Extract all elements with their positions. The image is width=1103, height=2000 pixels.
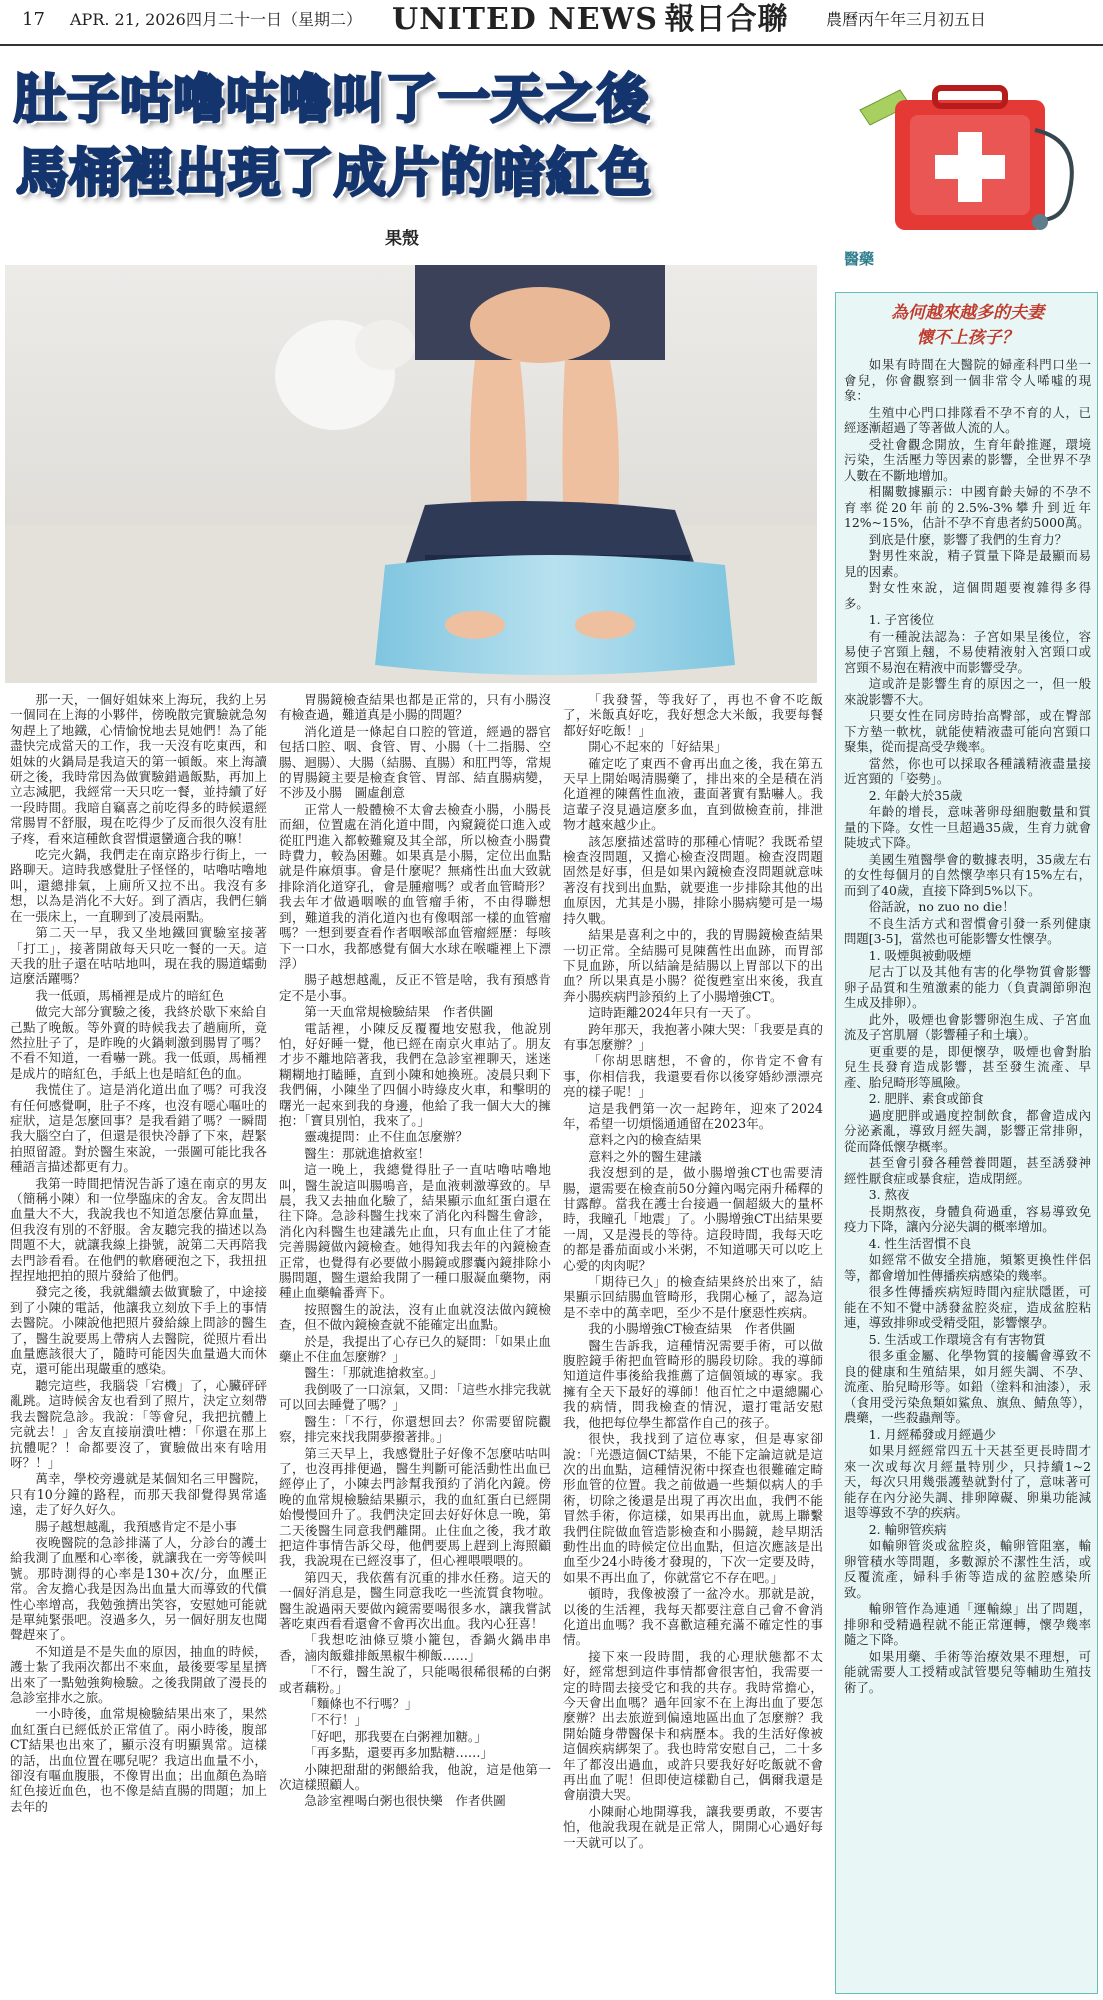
section-label-medicine: 醫藥 xyxy=(844,250,875,268)
sidebar-title-line1: 為何越來越多的夫妻 xyxy=(891,303,1044,323)
paragraph: 2. 輸卵管疾病 xyxy=(868,1521,947,1537)
paragraph: 接下來一段時間，我的心理狀態都不太好，經常想到這件事情都會很害怕，我需要一定的時間去接受它和我的共存。我時常擔心，今天會出血嗎？過年回家不在上海出血了要怎麼辦？出去旅遊到偏遠地區出血了怎麼辦？我開始隨身帶醫保卡和病歷本。我的生活好像被這個疾病綁架了。我也時常安慰自己，二十多年了都沒出過血，或許只要我好好吃飯就不會再出血了呢！但即使這樣勸自己，偶爾我還是會崩潰大哭。 xyxy=(563,1648,823,1803)
article-column-1 xyxy=(10,692,267,1992)
paragraph: 此外，吸煙也會影響卵泡生成、子宮血流及子宮肌層（影響種子和土壤）。 xyxy=(844,1011,1091,1042)
paragraph: 尼古丁以及其他有害的化學物質會影響卵子品質和生殖激素的能力（負責調節卵泡生成及排卵）。 xyxy=(844,964,1091,1010)
paragraph: 一小時後，血常規檢驗結果出來了，果然血紅蛋白已經低於正常值了。兩小時後，腹部CT結果也出來了，顯示沒有明顯異常。這樣的話，出血位置在哪兒呢？我這出血量不小，卻沒有嘔血腹脹，不像胃出血；出血顏色為暗紅色接近血色，也不像是結直腸的問題；加上去年的 xyxy=(10,1706,267,1814)
paragraph: 對女性來說，這個問題要複雜得多得多。 xyxy=(844,580,1091,611)
paragraph: 受社會觀念開放，生育年齡推遲，環境污染，生活壓力等因素的影響，全世界不孕人數在不斷地增加。 xyxy=(844,436,1091,483)
paragraph: 跨年那天，我抱著小陳大哭：「我要是真的有事怎麼辦？」 xyxy=(563,1021,823,1052)
paragraph: 醫生：那就進搶救室！ xyxy=(304,1145,431,1161)
paragraph: 「好吧，那我要在白粥裡加糖。」 xyxy=(304,1728,487,1744)
paragraph: 醫生：「那就進搶救室。」 xyxy=(304,1365,443,1381)
masthead-en: UNITED NEWS xyxy=(392,2,658,37)
paragraph: 輸卵管作為連通「運輸線」出了問題，排卵和受精過程就不能正常運轉，懷孕幾率隨之下降。 xyxy=(844,1601,1091,1647)
paragraph: 4. 性生活習慣不良 xyxy=(868,1235,972,1251)
paragraph: 俗話說，no zuo no die！ xyxy=(868,899,1015,914)
medical-kit-icon xyxy=(840,70,1100,245)
paragraph: 美國生殖醫學會的數據表明，35歲左右的女性每個月的自然懷孕率只有15%左右，而到了40歲，直接下降到5%以下。 xyxy=(844,851,1091,898)
issue-date: APR. 21, 2026 xyxy=(70,10,186,29)
child-on-potty-photo xyxy=(5,265,817,683)
paragraph: 按照醫生的說法，沒有止血就沒法做內鏡檢查，但不做內鏡檢查就不能確定出血點。 xyxy=(279,1301,551,1333)
paragraph: 對男性來說，精子質量下降是最顯而易見的因素。 xyxy=(844,548,1091,579)
paragraph: 第一天血常規檢驗結果 作者供圖 xyxy=(304,1004,494,1020)
paragraph: 那一天，一個好姐妹來上海玩，我約上另一個同在上海的小夥伴，傍晚散完實驗就急匆匆趕上了地鐵，心情愉悅地去見她們！為了能盡快完成當天的工作，我一天沒有吃東西，和姐妹的火鍋局是我這天的第一頓飯。來上海讀研之後，我時常因為做實驗錯過飯點，再加上立志減肥，我經常一天只吃一餐，並持續了好一段時間。我暗自竊喜之前吃得多的時候還經常腸胃不舒服，現在吃得少了反而很久沒有肚子疼，看來這種飲食習慣還蠻適合我的嘛！ xyxy=(10,692,267,846)
paragraph: 長期熬夜，身體負荷過重，容易導致免疫力下降，讓內分泌失調的概率增加。 xyxy=(844,1203,1091,1234)
paragraph: 夜晚醫院的急診排滿了人，分診台的護士給我測了血壓和心率後，就讓我在一旁等候叫號。那時測得的心率是130+次/分，血壓正常。舍友擔心我是因為出血量大而導致的代償性心率增高，我勉強擠出笑容，安慰她可能就是單純緊張吧。沒過多久，另一個好朋友也聞聲趕來了。 xyxy=(10,1534,267,1643)
paragraph: 我第一時間把情況告訴了遠在南京的男友（簡稱小陳）和一位學臨床的舍友。舍友問出血量大不大，我說我也不知道怎麼估算血量，但我沒有別的不舒服。舍友聽完我的描述以為問題不大，就讓我線上掛號，說第二天再陪我去門診看看。在他們的軟磨硬泡之下，我扭扭捏捏地把拍的照片發給了他們。 xyxy=(10,1175,267,1284)
paragraph: 醫生告訴我，這種情況需要手術，可以做腹腔鏡手術把血管畸形的腸段切除。我的導師知道這件事後給我推薦了這個領域的專家。我擁有全天下最好的導師！他百忙之中還總關心我的病情，問我檢查的情況，還打電話安慰我，他把每位學生都當作自己的孩子。 xyxy=(563,1337,823,1430)
paragraph: 「我發誓，等我好了，再也不會不吃飯了，米飯真好吃，我好想念大米飯，我要每餐都好好吃飯！」 xyxy=(563,692,823,738)
paragraph: 醫生：「不行，你還想回去？你需要留院觀察，排完來找我開夢撥著排。」 xyxy=(279,1413,551,1445)
paragraph: 「不行，醫生說了，只能喝很稀很稀的白粥或者藕粉。」 xyxy=(279,1664,551,1695)
paragraph: 聽完這些，我腦袋「宕機」了，心臟砰砰亂跳。這時候舍友也看到了照片，決定立刻帶我去醫院急診。我說：「等會兒，我把抗體上完就去！」舍友直接崩潰吐槽：「你還在那上抗體呢？！命都要沒了，實驗做出來有啥用呀？！」 xyxy=(10,1377,267,1470)
byline: 果殼 xyxy=(385,229,419,249)
paragraph: 當然，你也可以採取各種議精液盡量接近宮頸的「姿勢」。 xyxy=(844,755,1091,786)
paragraph: 消化道是一條起自口腔的管道，經過的器官包括口腔、咽、食管、胃、小腸（十二指腸、空腸、迴腸）、大腸（結腸、直腸）和肛門等，常規的胃腸鏡主要是檢查食管、胃部、結直腸病變，不涉及小腸 圖虛創意 xyxy=(279,723,551,801)
paragraph: 3. 熬夜 xyxy=(868,1187,910,1202)
paragraph: 這或許是影響生育的原因之一，但一般來說影響不大。 xyxy=(844,676,1091,707)
sidebar-body xyxy=(844,357,1091,1987)
paragraph: 很多性傳播疾病短時間內症狀隱匿，可能在不知不覺中誘發盆腔炎症，造成盆腔粘連，導致排卵或受精受阻，影響懷孕。 xyxy=(844,1284,1091,1330)
paragraph: 急診室裡喝白粥也很快樂 作者供圖 xyxy=(304,1793,506,1809)
paragraph: 我倒吸了一口涼氣，又問：「這些水排完我就可以回去睡覺了嗎？」 xyxy=(279,1381,551,1413)
paragraph: 1. 吸煙與被動吸煙 xyxy=(868,947,972,963)
paragraph: 如果用藥、手術等治療效果不理想，可能就需要人工授精或試管嬰兒等輔助生殖技術了。 xyxy=(844,1648,1091,1695)
paragraph: 5. 生活或工作環境含有有害物質 xyxy=(868,1331,1046,1347)
paragraph: 發完之後，我就繼續去做實驗了，中途接到了小陳的電話，他讓我立刻放下手上的事情去醫院。小陳說他把照片發給線上問診的醫生了，醫生說要馬上帶病人去醫院，從照片看出血量應該很大了，隨時可能因失血量過大而休克，還可能出現嚴重的感染。 xyxy=(10,1284,267,1377)
paragraph: 「不行！」 xyxy=(304,1712,368,1728)
paragraph: 確定吃了東西不會再出血之後，我在第五天早上開始喝清腸藥了，排出來的全是積在消化道裡的陳舊性血液，畫面著實有點嚇人。我這輩子沒見過這麼多血，直到做檢查前，排泄物才越來越少止。 xyxy=(563,755,823,833)
paragraph: 意料之外的醫生建議 xyxy=(588,1148,702,1164)
paragraph: 該怎麼描述當時的那種心情呢？我既希望檢查沒問題，又擔心檢查沒問題。檢查沒問題固然是好事，但是如果內鏡檢查沒問題就意味著沒有找到出血點，就要進一步排除其他的出血原因，尤其是小腸，排除小腸病變可是一場持久戰。 xyxy=(563,833,823,926)
paragraph: 開心不起來的「好結果」 xyxy=(588,739,727,755)
paragraph: 過度肥胖或過度控制飲食，都會造成內分泌紊亂，導致月經失調，影響正常排卵，從而降低懷孕概率。 xyxy=(844,1107,1091,1154)
paragraph: 甚至會引發各種營養問題，甚至誘發神經性厭食症或暴食症，造成閉經。 xyxy=(844,1155,1091,1186)
farmer-date: 農曆丙午年三月初五日 xyxy=(826,10,987,29)
paragraph: 這是我們第一次一起跨年，迎來了2024年，希望一切煩惱通通留在2023年。 xyxy=(563,1100,823,1131)
sidebar-title-line2: 懷不上孩子？ xyxy=(916,328,1019,348)
paragraph: 2. 肥胖、素食或節食 xyxy=(868,1091,984,1106)
paragraph: 這一晚上，我總覺得肚子一直咕嚕咕嚕地叫，醫生說這叫腸鳴音，是血液刺激導致的。早晨，我又去抽血化驗了，結果顯示血紅蛋白還在往下降。急診科醫生找來了消化內科醫生會診，消化內科醫生也建議先止血，只有血止住了才能完善腸鏡做內鏡檢查。她得知我去年的內鏡檢查正常，也覺得有必要做小腸鏡或膠囊內鏡排除小腸問題，醫生還給我開了一種口服凝血藥物，兩種止血藥輪番齊下。 xyxy=(279,1162,551,1301)
paragraph: 「我想吃油條豆漿小籠包，香鍋火鍋串串香，滷肉飯雞排飯黑椒牛柳飯……」 xyxy=(279,1632,551,1663)
paragraph: 意料之內的檢查結果 xyxy=(588,1132,702,1148)
paragraph: 我慌住了。這是消化道出血了嗎？可我沒有任何感覺啊，肚子不疼，也沒有噁心嘔吐的症狀，這是怎麼回事？是我看錯了嗎？一瞬間我大腦空白了，但還是很快冷靜了下來，趕緊拍照留證。對於醫生來說，一張圖可能比我各種語言描述都更有力。 xyxy=(10,1082,267,1175)
paragraph: 不良生活方式和習慣會引發一系列健康問題[3-5]，當然也可能影響女性懷孕。 xyxy=(844,915,1091,946)
paragraph: 小陳把甜甜的粥餵給我，他說，這是他第一次這樣照顧人。 xyxy=(279,1761,551,1793)
paragraph: 電話裡，小陳反反覆覆地安慰我，他說別怕，好好睡一覺，他已經在南京火車站了。朋友才步不離地陪著我，我們在急診室裡聊天，迷迷糊糊地打瞌睡，直到小陳和她換班。凌晨只剩下我們倆，小陳坐了四個小時綠皮火車，和擊明的曙光一起來到我的身邊，他給了我一個大大的擁抱：「寶貝別怕，我來了。」 xyxy=(279,1020,551,1128)
paragraph: 這時距離2024年只有一天了。 xyxy=(588,1005,759,1021)
lunar-date: 四月二十一日（星期二） xyxy=(186,10,363,29)
paragraph: 不知道是不是失血的原因，抽血的時候，護士紮了我兩次都出不來血，最後要零星星擠出來了一點勉強夠檢驗。之後我開啟了漫長的急診室排水之旅。 xyxy=(10,1643,267,1705)
paragraph: 靈魂提問：止不住血怎麼辦？ xyxy=(304,1129,468,1145)
paragraph: 我沒想到的是，做小腸增強CT也需要清腸，還需要在檢查前50分鐘內喝完兩升稀釋的甘露醇。當我在護士台接過一個超級大的量杯時，我瞳孔「地震」了。小腸增強CT出結果要一周，又是漫長的等待。這段時間，我每天吃的都是番茄面或小米粥，不知道哪天可以吃上心愛的肉肉呢？ xyxy=(563,1165,823,1273)
paragraph: 做完大部分實驗之後，我終於歇下來給自己點了晚飯。等外賣的時候我去了趟廁所，竟然拉肚子了，是昨晚的火鍋刺激到腸胃了嗎？不看不知道，一看嚇一跳。我一低頭，馬桶裡是成片的暗紅色，手紙上也是暗紅色的血。 xyxy=(10,1004,267,1081)
paragraph: 很快，我找到了這位專家，但是專家卻說：「光憑這個CT結果，不能下定論這就是這次的出血點，這種情況術中探查也很難確定畸形血管的位置。我之前做過一些類似病人的手術，切除之後還是出現了再次出血，我們不能冒然手術，你這樣，如果再出血，就馬上聯繫我們住院做血管造影檢查和小腸鏡，趁早期活動性出血的時候定位出血點，但這次應該是出血至少24小時後才發現的，下次一定要及時，如果不再出血了，你就當它不存在吧。」 xyxy=(563,1431,823,1585)
headline-line2: 馬桶裡出現了成片的暗紅色 xyxy=(16,143,653,204)
paragraph: 2. 年齡大於35歲 xyxy=(868,787,963,803)
paragraph: 如果有時間在大醫院的婦產科門口坐一會兒，你會觀察到一個非常令人唏噓的現象： xyxy=(844,357,1091,403)
paragraph: 「麵條也不行嗎？」 xyxy=(304,1696,418,1711)
paragraph: 腸子越想越亂，我預感肯定不是小事 xyxy=(35,1518,237,1534)
masthead-zh: 報日合聯 xyxy=(664,2,789,37)
paragraph: 更重要的是，即便懷孕，吸煙也會對胎兒生長發育造成影響，甚至發生流產、早產、胎兒畸形等風險。 xyxy=(844,1043,1091,1090)
paragraph: 「你胡思瞎想，不會的，你肯定不會有事，你相信我，我還要看你以後穿婚紗漂漂亮亮的樣子呢！」 xyxy=(563,1053,823,1100)
paragraph: 第四天，我依舊有沉重的排水任務。這天的一個好消息是，醫生同意我吃一些流質食物啦。醫生說過兩天要做內鏡需要喝很多水，讓我嘗試著吃東西看看還會不會再次出血。我內心狂喜！ xyxy=(279,1569,551,1631)
article-column-2 xyxy=(279,692,551,1992)
paragraph: 1. 月經稀發或月經過少 xyxy=(868,1426,997,1442)
paragraph: 頓時，我像被潑了一盆冷水。那就是說，以後的生活裡，我每天都要注意自己會不會消化道出血嗎？我不喜歡這種充滿不確定性的事情。 xyxy=(563,1586,823,1648)
paragraph: 如果月經經常四五十天甚至更長時間才來一次或每次月經量特別少，只持續1~2天，每次只用幾張護墊就對付了，意味著可能存在內分泌失調、排卵障礙、卵巢功能減退等導致不孕的疾病。 xyxy=(844,1443,1091,1520)
paragraph: 腸子越想越亂，反正不管是啥，我有預感肯定不是小事。 xyxy=(279,972,551,1003)
paragraph: 我一低頭，馬桶裡是成片的暗紅色 xyxy=(35,987,225,1003)
paragraph: 如輸卵管炎或盆腔炎，輸卵管阻塞，輸卵管積水等問題，多數源於不潔性生活，或反覆流產，婦科手術等造成的盆腔感染所致。 xyxy=(844,1538,1091,1600)
paragraph: 小陳耐心地開導我，讓我要勇敢，不要害怕，他說我現在就是正常人，開開心心過好每一天就可以了。 xyxy=(563,1803,823,1850)
paragraph: 1. 子宮後位 xyxy=(868,612,935,627)
sidebar-box xyxy=(835,292,1098,1994)
paragraph: 「期待已久」的檢查結果終於出來了，結果顯示回結腸血管畸形，我開心極了，認為這是不幸中的萬幸吧，至少不是什麼惡性疾病。 xyxy=(563,1274,823,1320)
paragraph: 正常人一般體檢不太會去檢查小腸，小腸長而細，位置處在消化道中間，內窺鏡從口進入或從肛門進入都較難窺及其全部，所以檢查小腸費時費力，較為困難。如果真是小腸，定位出血點就是件麻煩事。會是什麼呢？無痛性出血大致就排除消化道穿孔，會是腫瘤嗎？或者血管畸形？我去年才做過咽喉的血管瘤手術，不由得聯想到，難道我的消化道內也有像咽部一樣的血管瘤嗎？一想到要查看作者咽喉部血管瘤經歷：每咳下一口水，我都感覺有個大水球在喉嚨裡上下漂浮） xyxy=(279,801,551,971)
page-header xyxy=(0,0,1103,46)
paragraph: 於是，我提出了心存已久的疑問：「如果止血藥止不住血怎麼辦？」 xyxy=(279,1333,551,1365)
masthead xyxy=(392,2,789,37)
paragraph: 胃腸鏡檢查結果也都是正常的，只有小腸沒有檢查過，難道真是小腸的問題？ xyxy=(279,692,551,723)
paragraph: 有一種說法認為：子宮如果呈後位，容易使子宮頸上翹，不易使精液射入宮頸口或宮頸不易泡在精液中而影響受孕。 xyxy=(844,628,1091,675)
paragraph: 「再多點，還要再多加點糖……」 xyxy=(304,1745,494,1761)
paragraph: 很多重金屬、化學物質的接觸會導致不良的健康和生殖結果，如月經失調、不孕、流產、胎兒畸形等。如鉛（塗料和油漆），汞（食用受污染魚類如鯊魚、旗魚、鯖魚等），農藥，一些殺蟲劑等。 xyxy=(844,1348,1091,1425)
paragraph: 第三天早上，我感覺肚子好像不怎麼咕咕叫了，也沒再排便過，醫生判斷可能活動性出血已經停止了，小陳去門診幫我預約了消化內鏡。傍晚的血常規檢驗結果顯示，我的血紅蛋白已經開始慢慢回升了。我們決定回去好好休息一晚，第二天後醫生同意我們離開。止住血之後，我才敢把這件事情告訴父母，他們要馬上趕到上海照顧我，我說現在已經沒事了，但心裡喂喂喂的。 xyxy=(279,1445,551,1569)
page-number: 17 xyxy=(22,9,45,30)
paragraph: 生殖中心門口排隊看不孕不育的人，已經逐漸超過了等著做人流的人。 xyxy=(844,404,1091,435)
paragraph: 我的小腸增強CT檢查結果 作者供圖 xyxy=(588,1321,796,1337)
paragraph: 只要女性在同房時抬高臀部，或在臀部下方墊一軟枕，就能使精液盡可能向宮頸口聚集，從而提高受孕幾率。 xyxy=(844,708,1091,754)
article-column-3 xyxy=(563,692,823,1992)
paragraph: 如經常不做安全措施，頻繁更換性伴侶等，都會增加性傳播疾病感染的幾率。 xyxy=(844,1252,1091,1283)
paragraph: 萬幸，學校旁邊就是某個知名三甲醫院，只有10分鐘的路程，而那天我卻覺得異常遙遠，走了好久好久。 xyxy=(10,1471,267,1518)
paragraph: 第二天一早，我又坐地鐵回實驗室接著「打工」，接著開啟每天只吃一餐的一天。這天我的肚子還在咕咕地叫，現在我的腸道蠕動這麼活躍嗎？ xyxy=(10,925,267,987)
paragraph: 吃完火鍋，我們走在南京路步行街上，一路聊天。這時我感覺肚子怪怪的，咕嚕咕嚕地叫，還總排氣，上廁所又拉不出。我沒有多想，以為是消化不大好。到了酒店，我們仨躺在一張床上，一直聊到了凌晨兩點。 xyxy=(10,847,267,924)
paragraph: 相關數據顯示：中國育齡夫婦的不孕不育率從20年前的2.5%-3%攀升到近年12%~15%，估計不孕不育患者約5000萬。 xyxy=(844,484,1091,530)
paragraph: 結果是喜利之中的，我的胃腸鏡檢查結果一切正常。全結腸可見陳舊性出血跡，而胃部下見血跡，所以結論是結腸以上胃部以下的出血？所以果真是小腸？從復甦室出來後，我直奔小腸疾病門診預約上了小腸增強CT。 xyxy=(563,927,823,1004)
paragraph: 年齡的增長，意味著卵母細胞數量和質量的下降。女性一旦超過35歲，生育力就會陡坡式下降。 xyxy=(844,804,1091,850)
headline-line1: 肚子咕嚕咕嚕叫了一天之後 xyxy=(14,69,651,130)
paragraph: 到底是什麼，影響了我們的生育力？ xyxy=(868,531,1068,547)
